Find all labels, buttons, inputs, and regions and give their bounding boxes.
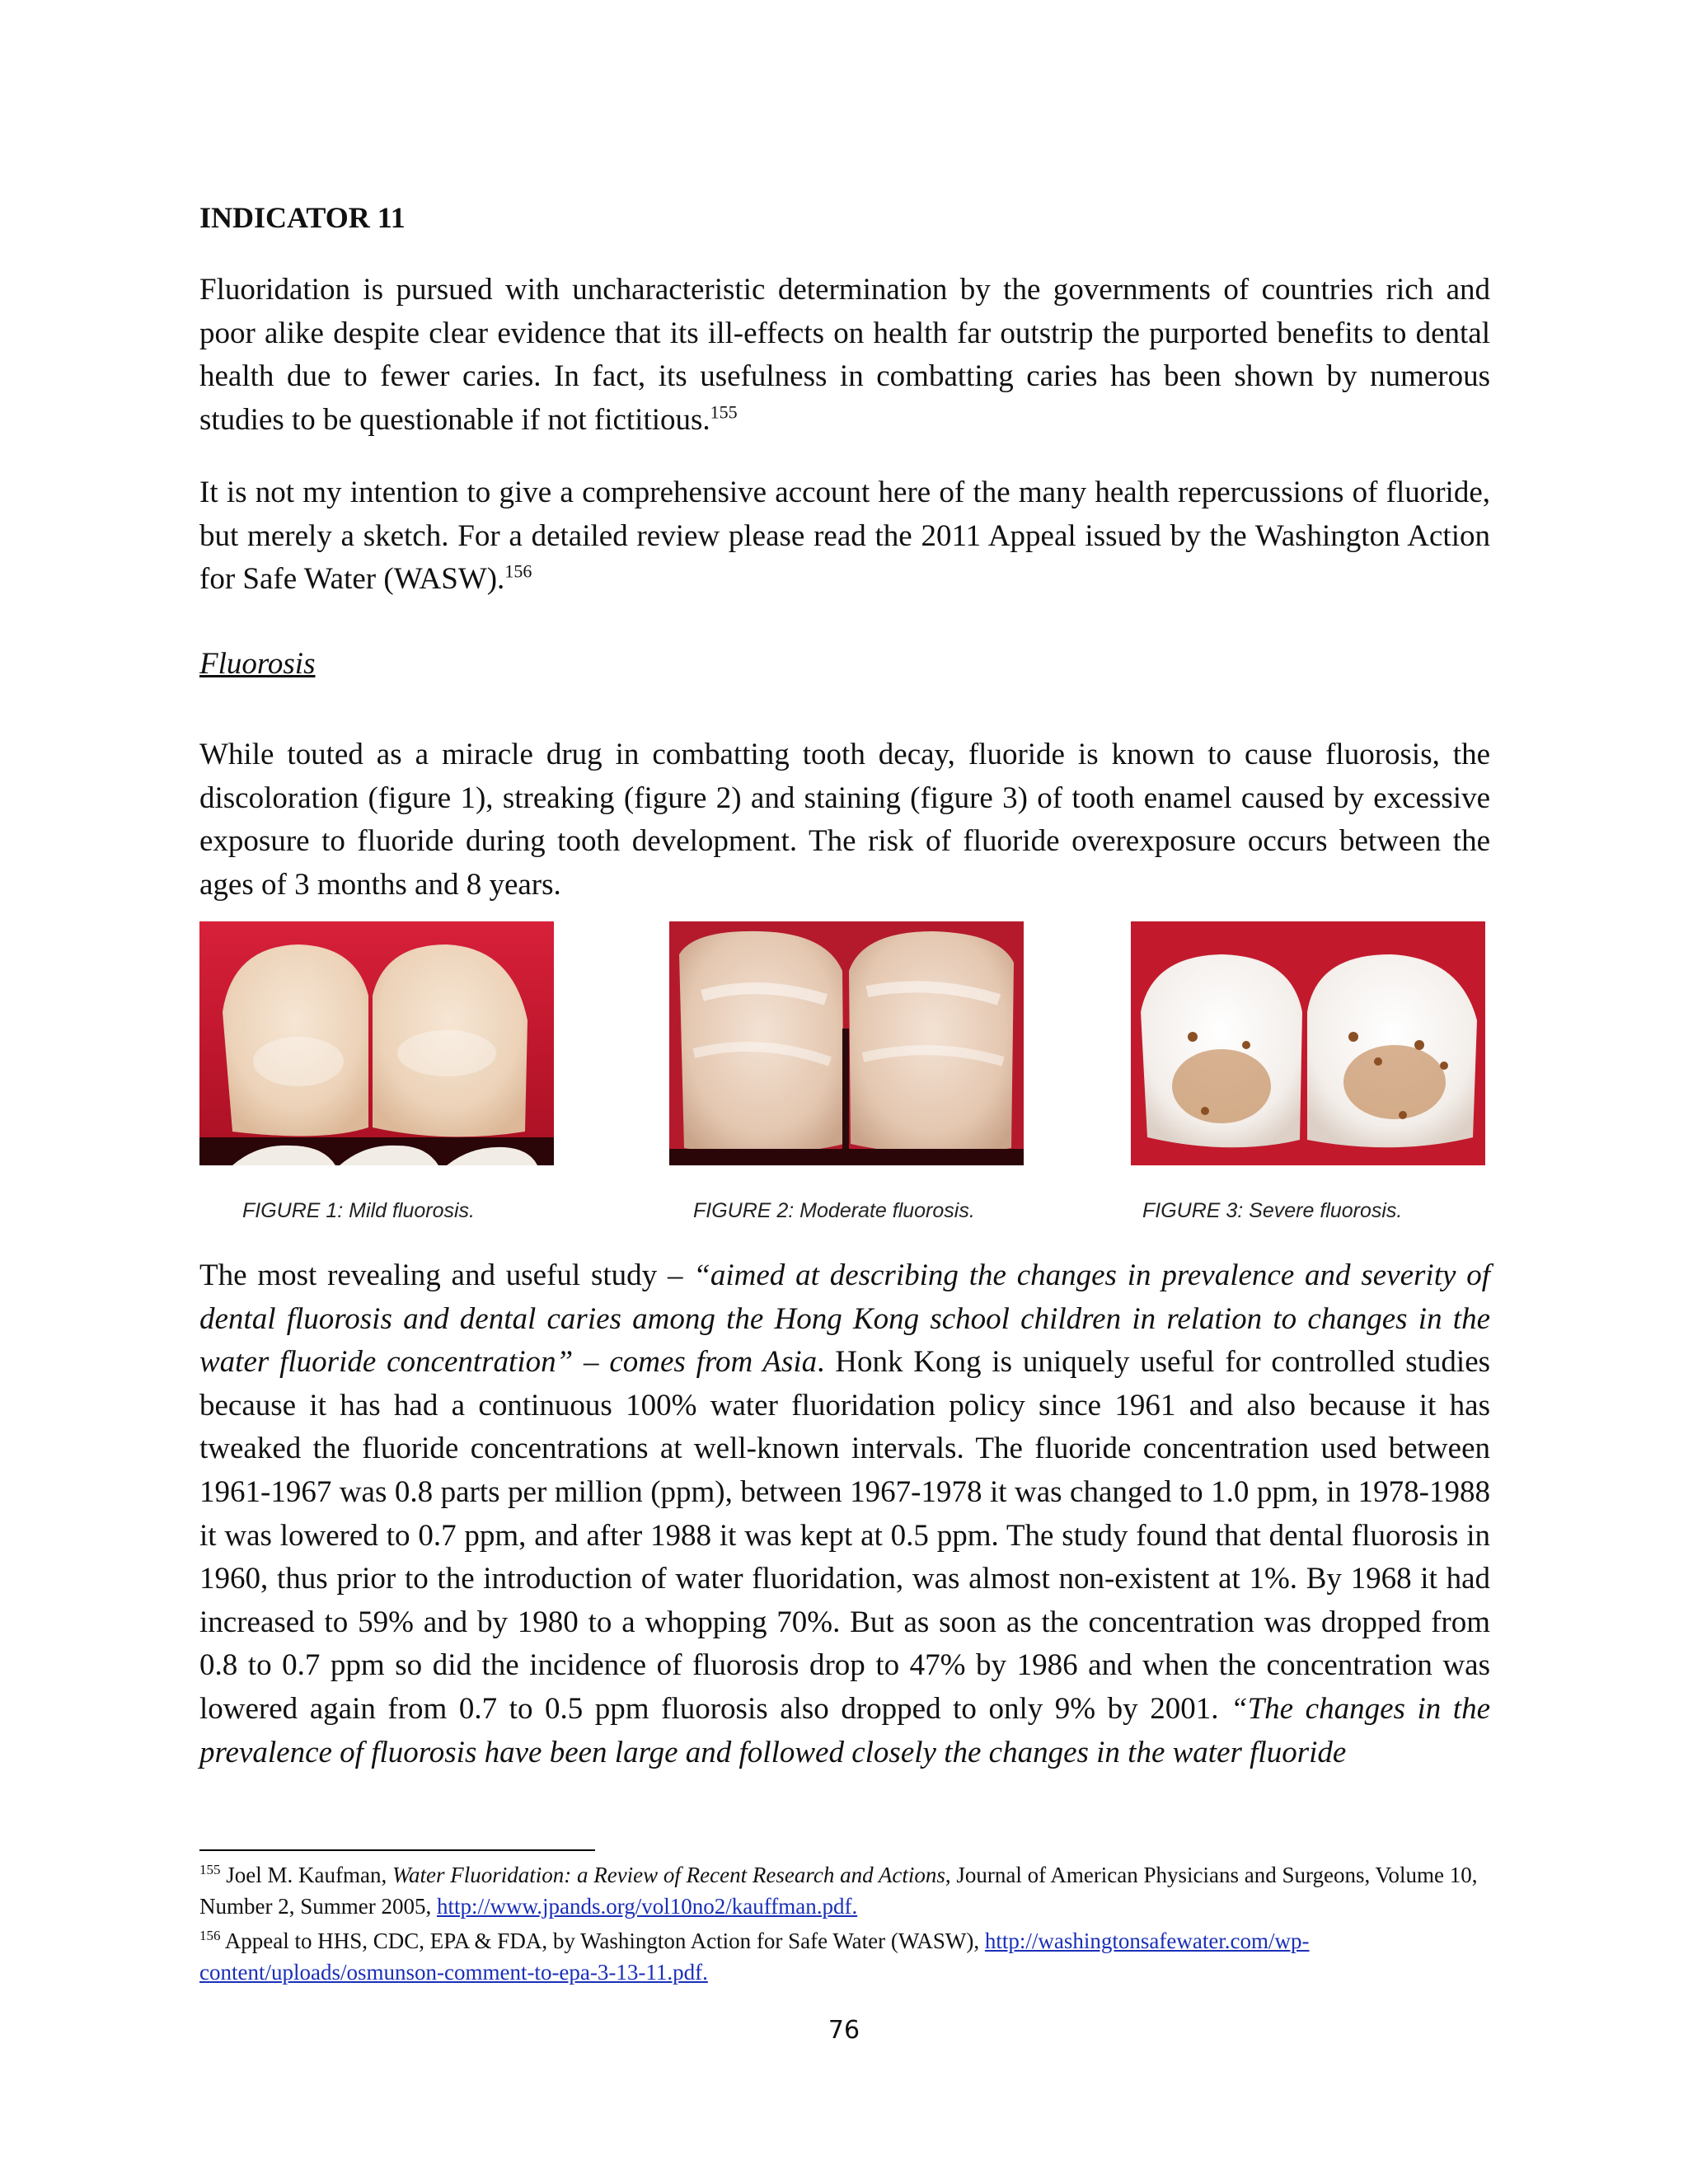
study-lead-text: The most revealing and useful study – <box>199 1258 694 1292</box>
footnote-ref-155[interactable]: 155 <box>710 401 738 423</box>
footnote-title: Water Fluoridation: a Review of Recent Research and Actions <box>392 1863 945 1887</box>
footnote-link[interactable]: http://www.jpands.org/vol10no2/kauffman.pdf. <box>436 1894 858 1919</box>
footnote-separator <box>199 1849 595 1851</box>
fluorosis-paragraph: While touted as a miracle drug in combatting tooth decay, fluoride is known to cause fluorosis, the discoloration (figure 1), streaking (figure 2) and staining (figure 3) of tooth enamel caused by excessive exposure to fluoride during tooth development. The risk of fluoride overexposure occurs between the ages of 3 months and 8 years. <box>199 738 1490 902</box>
intro-paragraph <box>199 269 1490 442</box>
page-number: 76 <box>828 2016 860 2045</box>
figure-1-caption: FIGURE 1: Mild fluorosis. <box>242 1199 476 1222</box>
footnote-text: Appeal to HHS, CDC, EPA & FDA, by Washington Action for Safe Water (WASW), <box>220 1929 985 1953</box>
section-heading: INDICATOR 11 <box>199 201 406 234</box>
footnote-155 <box>199 1859 1490 1922</box>
footnote-number: 155 <box>199 1862 221 1877</box>
footnote-author: Joel M. Kaufman, <box>220 1863 392 1887</box>
study-body-text: . Honk Kong is uniquely useful for controlled studies because it has had a continuous 100% water fluoridation policy since 1961 and also because it has tweaked the fluoride concentrations at well-known intervals. The fluoride concentration used between 1961-1967 was 0.8 parts per million (ppm), between 1967-1978 it was changed to 1.0 ppm, in 1978-1988 it was lowered to 0.7 ppm, and after 1988 it was kept at 0.5 ppm. The study found that dental fluorosis in 1960, thus prior to the introduction of water fluoridation, was almost non-existent at 1%. By 1968 it had increased to 59% and by 1980 to a whopping 70%. But as soon as the concentration was dropped from 0.8 to 0.7 ppm so did the incidence of fluorosis drop to 47% by 1986 and when the concentration was lowered again from 0.7 to 0.5 ppm fluorosis also dropped to only 9% by 2001. <box>199 1345 1491 1726</box>
figure-moderate-fluorosis-image <box>669 921 1024 1165</box>
subsection-heading: Fluorosis <box>199 647 316 681</box>
scope-paragraph <box>199 471 1490 602</box>
footnote-156 <box>199 1925 1490 1988</box>
footnote-link[interactable]: http://washingtonsafewater.com/wp-content/uploads/osmunson-comment-to-epa-3-13-11.pdf. <box>199 1929 1310 1985</box>
figure-2-caption: FIGURE 2: Moderate fluorosis. <box>693 1199 975 1222</box>
figure-3-caption: FIGURE 3: Severe fluorosis. <box>1142 1199 1403 1222</box>
scope-paragraph-text: It is not my intention to give a comprehensive account here of the many health repercussions of fluoride, but merely a sketch. For a detailed review please read the 2011 Appeal issued by the Washington Action for Safe Water (WASW). <box>199 476 1490 597</box>
hong-kong-study-paragraph <box>199 1254 1490 1774</box>
study-conclusion-quote: “The changes in the prevalence of fluorosis have been large and followed closely the changes in the water fluoride <box>199 1691 1490 1769</box>
study-quote: “aimed at describing the changes in prevalence and severity of dental fluorosis and dental caries among the Hong Kong school children in relation to changes in the water fluoride concentration” – comes from Asia <box>199 1258 1490 1380</box>
figure-mild-fluorosis-image <box>199 921 554 1165</box>
footnote-number: 156 <box>199 1928 221 1943</box>
intro-paragraph-text: Fluoridation is pursued with uncharacteristic determination by the governments of countries rich and poor alike despite clear evidence that its ill-effects on health far outstrip the purported benefits to dental health due to fewer caries. In fact, its usefulness in combatting caries has been shown by numerous studies to be questionable if not fictitious. <box>199 273 1490 437</box>
footnote-ref-156[interactable]: 156 <box>504 560 532 582</box>
figure-severe-fluorosis-image <box>1131 921 1485 1165</box>
footnote-source: , Journal of American Physicians and Surgeons, Volume 10, Number 2, Summer 2005, <box>199 1863 1478 1919</box>
